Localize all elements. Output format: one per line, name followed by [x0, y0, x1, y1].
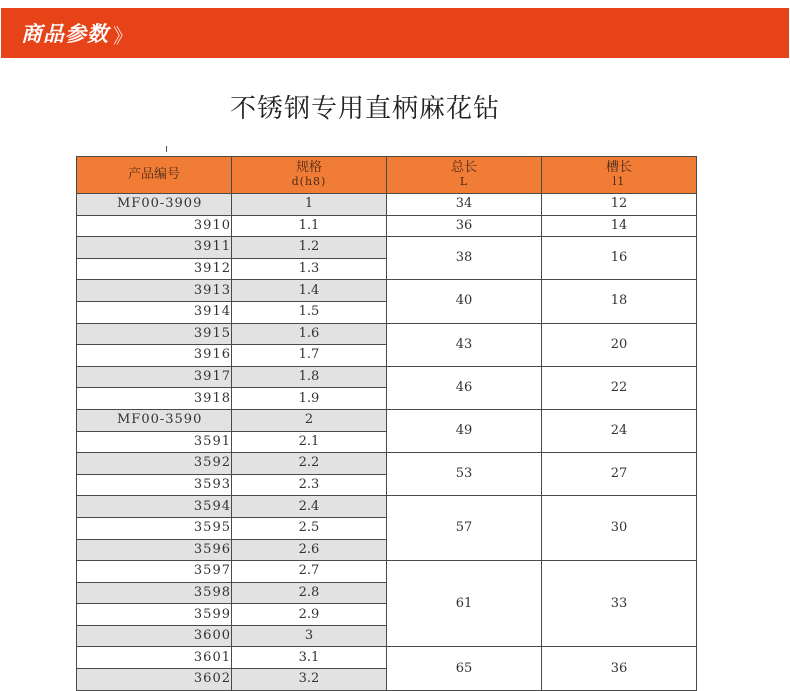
total-length-cell: 38: [387, 237, 542, 280]
flute-length-cell: 12: [542, 194, 697, 216]
total-length-cell: 40: [387, 280, 542, 323]
total-length-cell: 49: [387, 409, 542, 452]
product-code-cell: MF00-3909: [77, 194, 232, 216]
flute-length-cell: 24: [542, 409, 697, 452]
spec-cell: 1.6: [232, 323, 387, 345]
total-length-cell: 46: [387, 366, 542, 409]
spec-table-body: [77, 194, 697, 691]
spec-cell: 2.9: [232, 604, 387, 626]
table-row: [77, 366, 697, 388]
product-code-cell: 3916: [77, 345, 232, 367]
product-code-cell: 3597: [77, 561, 232, 583]
column-header-total-length: 总长 L: [387, 157, 542, 194]
spec-cell: 1.1: [232, 215, 387, 237]
product-code-cell: 3600: [77, 625, 232, 647]
spec-cell: 2.8: [232, 582, 387, 604]
table-row: [77, 453, 697, 475]
flute-length-cell: 16: [542, 237, 697, 280]
spec-cell: 2.4: [232, 496, 387, 518]
spec-cell: 1.4: [232, 280, 387, 302]
spec-cell: 1.7: [232, 345, 387, 367]
product-code-cell: MF00-3590: [77, 409, 232, 431]
table-row: [77, 496, 697, 518]
total-length-cell: 43: [387, 323, 542, 366]
spec-cell: 1.2: [232, 237, 387, 259]
spec-cell: 3: [232, 625, 387, 647]
product-code-cell: 3913: [77, 280, 232, 302]
product-code-cell: 3595: [77, 517, 232, 539]
spec-cell: 2.1: [232, 431, 387, 453]
table-row: [77, 194, 697, 216]
column-header-spec: 规格 d(h8): [232, 157, 387, 194]
total-length-cell: 65: [387, 647, 542, 690]
flute-length-cell: 20: [542, 323, 697, 366]
column-header-flute-length: 槽长 l1: [542, 157, 697, 194]
flute-length-cell: 18: [542, 280, 697, 323]
table-row: [77, 409, 697, 431]
flute-length-cell: 14: [542, 215, 697, 237]
column-header-code: 产品编号: [77, 157, 232, 194]
total-length-cell: 34: [387, 194, 542, 216]
table-row: [77, 323, 697, 345]
flute-length-cell: 22: [542, 366, 697, 409]
product-code-cell: 3593: [77, 474, 232, 496]
table-header-row: [77, 157, 697, 194]
spec-cell: 1.9: [232, 388, 387, 410]
flute-length-cell: 30: [542, 496, 697, 561]
table-row: [77, 215, 697, 237]
spec-cell: 1.3: [232, 258, 387, 280]
table-row: [77, 280, 697, 302]
spec-cell: 1.5: [232, 301, 387, 323]
product-code-cell: 3594: [77, 496, 232, 518]
product-code-cell: 3602: [77, 669, 232, 691]
section-title: 商品参数: [21, 22, 109, 46]
flute-length-cell: 27: [542, 453, 697, 496]
product-code-cell: 3915: [77, 323, 232, 345]
product-code-cell: 3911: [77, 237, 232, 259]
spec-cell: 2: [232, 409, 387, 431]
flute-length-cell: 36: [542, 647, 697, 690]
total-length-cell: 53: [387, 453, 542, 496]
product-code-cell: 3591: [77, 431, 232, 453]
spec-cell: 1: [232, 194, 387, 216]
decorative-tick: [166, 146, 167, 152]
spec-cell: 2.3: [232, 474, 387, 496]
product-code-cell: 3917: [77, 366, 232, 388]
spec-cell: 1.8: [232, 366, 387, 388]
spec-cell: 2.5: [232, 517, 387, 539]
spec-table: [76, 156, 697, 691]
spec-cell: 3.1: [232, 647, 387, 669]
product-code-cell: 3596: [77, 539, 232, 561]
page-title: 不锈钢专用直柄麻花钻: [229, 94, 500, 124]
product-code-cell: 3598: [77, 582, 232, 604]
total-length-cell: 61: [387, 561, 542, 647]
spec-cell: 2.7: [232, 561, 387, 583]
product-code-cell: 3592: [77, 453, 232, 475]
table-row: [77, 561, 697, 583]
spec-cell: 3.2: [232, 669, 387, 691]
product-code-cell: 3912: [77, 258, 232, 280]
spec-cell: 2.6: [232, 539, 387, 561]
product-code-cell: 3599: [77, 604, 232, 626]
total-length-cell: 36: [387, 215, 542, 237]
product-code-cell: 3601: [77, 647, 232, 669]
spec-cell: 2.2: [232, 453, 387, 475]
product-code-cell: 3918: [77, 388, 232, 410]
total-length-cell: 57: [387, 496, 542, 561]
table-row: [77, 237, 697, 259]
section-banner: [1, 8, 789, 58]
flute-length-cell: 33: [542, 561, 697, 647]
product-code-cell: 3914: [77, 301, 232, 323]
product-code-cell: 3910: [77, 215, 232, 237]
table-row: [77, 647, 697, 669]
double-chevron-right-icon: 》: [113, 23, 133, 48]
